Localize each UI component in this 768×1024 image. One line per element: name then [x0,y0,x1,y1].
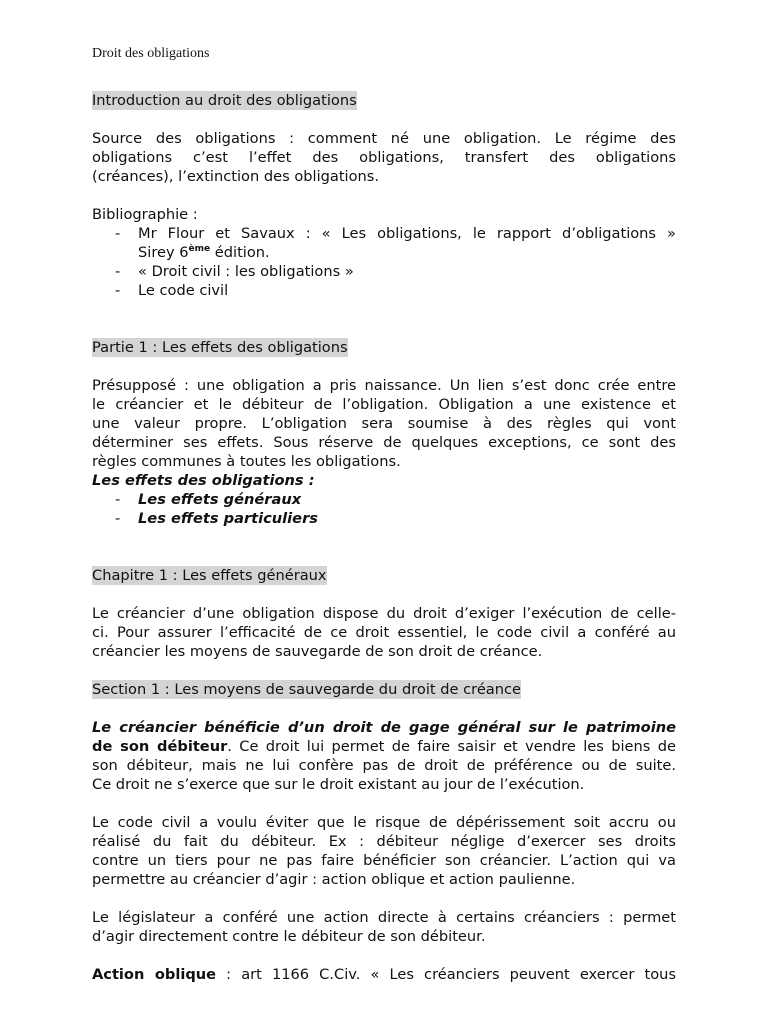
text-line: Action oblique : art 1166 C.Civ. « Les créanciers peuvent exercer tous [92,966,676,983]
partie1-heading: Partie 1 : Les effets des obligations [92,339,348,356]
list-item: - Les effets particuliers [115,510,318,527]
text-line: créancier les moyens de sauvegarde de son droit de créance. [92,643,543,660]
text-line: contre un tiers pour ne pas faire bénéficier son créancier. L’action qui va [92,852,676,869]
chapitre1-heading-line [92,566,676,585]
list-item: - Mr Flour et Savaux : « Les obligations, le rapport d’obligations » Sirey 6ème édition. [115,225,676,261]
effets-title: Les effets des obligations : [92,472,315,489]
bibliography-label: Bibliographie : [92,206,198,223]
text-line: règles communes à toutes les obligations. [92,453,401,470]
text-line: Présupposé : une obligation a pris naissance. Un lien s’est donc crée entre [92,377,676,394]
text-line: le créancier et le débiteur de l’obligation. Obligation a une existence et [92,396,676,413]
text-line: Source des obligations : comment né une obligation. Le régime des [92,130,676,147]
section1-paragraph-3 [92,908,676,946]
text-line: déterminer ses effets. Sous réserve de quelques exceptions, ce sont des [92,434,676,451]
text-line: (créances), l’extinction des obligations. [92,168,380,185]
document-header: Droit des obligations [92,46,210,61]
superscript: ème [188,244,211,254]
section1-paragraph-1 [92,718,676,794]
text-line: Sirey 6ème édition. [138,244,270,261]
section1-paragraph-4 [92,965,676,984]
intro-paragraph [92,129,676,186]
list-item: - Les effets généraux [115,491,302,508]
action-oblique-label: Action oblique [92,966,217,983]
text-line: ci. Pour assurer l’efficacité de ce droit essentiel, le code civil a conféré au [92,624,676,641]
bibliography-list [92,224,676,300]
text-line: son débiteur, mais ne lui confère pas de droit de préférence ou de suite. [92,757,676,774]
list-item: - Le code civil [115,282,229,299]
text-line: Mr Flour et Savaux : « Les obligations, le rapport d’obligations » [138,225,676,242]
document-body [92,91,676,984]
text-line: de son débiteur. Ce droit lui permet de faire saisir et vendre les biens de [92,738,676,755]
partie1-heading-line [92,338,676,357]
section1-heading-line [92,680,676,699]
section1-paragraph-2 [92,813,676,889]
intro-heading: Introduction au droit des obligations [92,92,357,109]
partie1-paragraph [92,376,676,471]
list-item: - « Droit civil : les obligations » [115,263,354,280]
chapitre1-heading: Chapitre 1 : Les effets généraux [92,567,327,584]
text-line: Le législateur a conféré une action directe à certains créanciers : permet [92,909,676,926]
text-line: Le code civil a voulu éviter que le risque de dépérissement soit accru ou [92,814,676,831]
text-line: une valeur propre. L’obligation sera soumise à des règles qui vont [92,415,676,432]
text-line: réalisé du fait du débiteur. Ex : débiteur néglige d’exercer ses droits [92,833,676,850]
intro-heading-line [92,91,676,110]
text-line: Le créancier bénéficie d’un droit de gage général sur le patrimoine [92,719,676,736]
text-line: Le créancier d’une obligation dispose du droit d’exiger l’exécution de celle- [92,605,676,622]
effets-list [92,490,676,528]
chapitre1-paragraph [92,604,676,661]
text-line: obligations c’est l’effet des obligations, transfert des obligations [92,149,676,166]
section1-heading: Section 1 : Les moyens de sauvegarde du droit de créance [92,681,522,698]
text-line: d’agir directement contre le débiteur de son débiteur. [92,928,486,945]
text-line: permettre au créancier d’agir : action oblique et action paulienne. [92,871,576,888]
text-line: Ce droit ne s’exerce que sur le droit existant au jour de l’exécution. [92,776,585,793]
